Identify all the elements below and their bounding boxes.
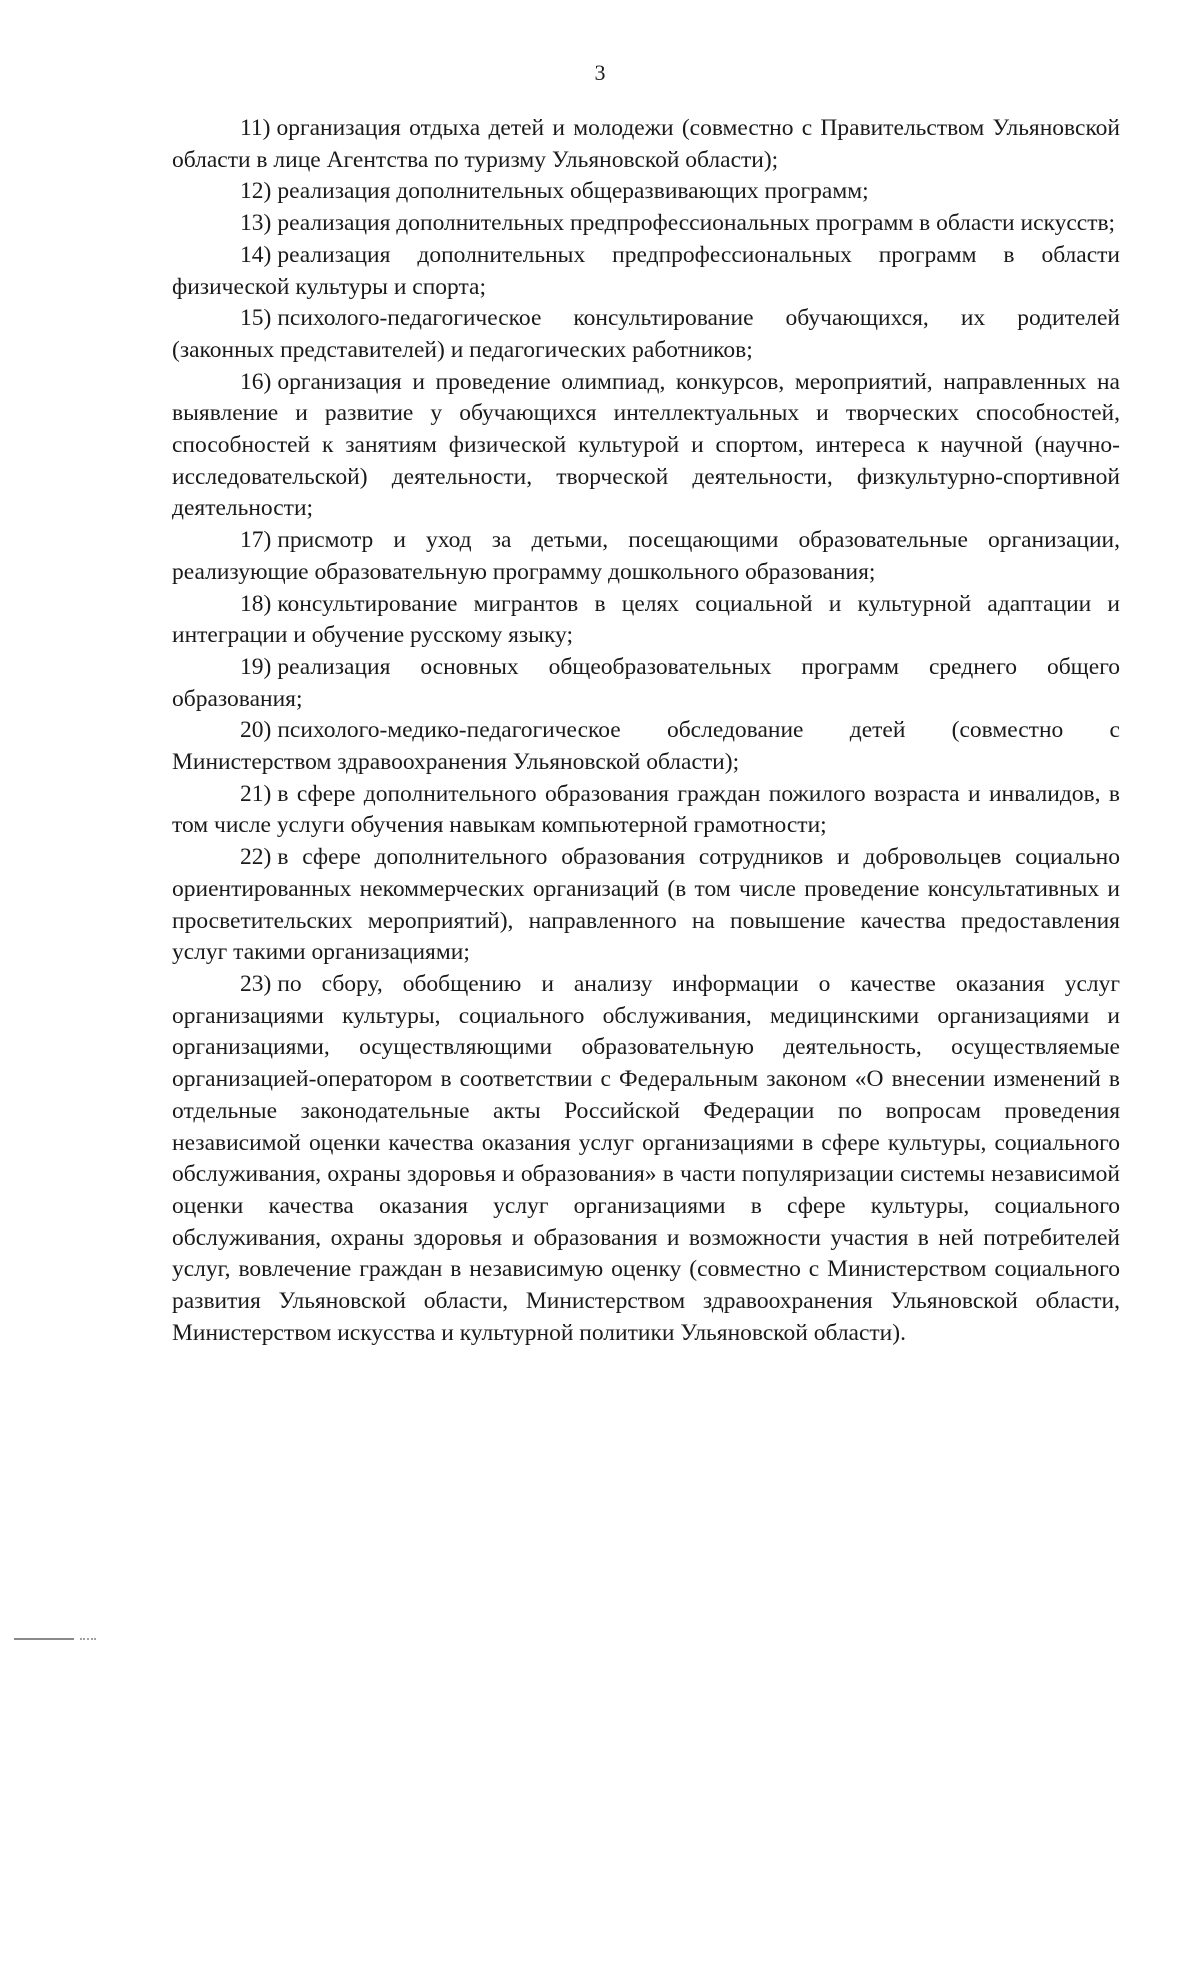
list-item-11 bbox=[172, 113, 1120, 176]
list-item-21 bbox=[172, 779, 1120, 842]
list-item-number: 21) bbox=[240, 780, 272, 807]
scan-artifact-dots bbox=[80, 1638, 96, 1640]
list-item-14 bbox=[172, 240, 1120, 303]
list-item-number: 18) bbox=[240, 590, 272, 617]
list-item-text: в сфере дополнительного образования сотрудников и добровольцев социально ориентированных некоммерческих организаций (в том числе проведение консультативных и просветительских мероприятий), направленного на повышение качества предоставления услуг такими организациями; bbox=[172, 844, 1120, 966]
list-item-17 bbox=[172, 525, 1120, 588]
list-item-number: 12) bbox=[240, 178, 272, 205]
list-item-text: психолого-педагогическое консультирование обучающихся, их родителей (законных представителей) и педагогических работников; bbox=[172, 305, 1120, 363]
list-item-number: 15) bbox=[240, 305, 272, 332]
list-item-text: присмотр и уход за детьми, посещающими образовательные организации, реализующие образовательную программу дошкольного образования; bbox=[172, 527, 1120, 585]
list-item-text: консультирование мигрантов в целях социальной и культурной адаптации и интеграции и обучение русскому языку; bbox=[172, 590, 1120, 649]
list-item-text: организация отдыха детей и молодежи (совместно с Правительством Ульяновской области в лице Агентства по туризму Ульяновской области); bbox=[172, 115, 1120, 173]
list-item-number: 19) bbox=[240, 653, 272, 680]
document-body bbox=[172, 113, 1120, 1349]
list-item-text: организация и проведение олимпиад, конкурсов, мероприятий, направленных на выявление и развитие у обучающихся интеллектуальных и творческих способностей, способностей к занятиям физической культурой и спортом, интереса к научной (научно-исследовательской) деятельности, творческой деятельности, физкультурно-спортивной деятельности; bbox=[172, 368, 1120, 522]
list-item-12 bbox=[172, 176, 1120, 208]
list-item-23 bbox=[172, 969, 1120, 1349]
list-item-text: реализация дополнительных предпрофессиональных программ в области физической культуры и спорта; bbox=[172, 241, 1120, 300]
list-item-20 bbox=[172, 715, 1120, 778]
list-item-text: реализация дополнительных предпрофессиональных программ в области искусств; bbox=[277, 210, 1116, 237]
list-item-22 bbox=[172, 842, 1120, 969]
list-item-15 bbox=[172, 303, 1120, 366]
list-item-19 bbox=[172, 652, 1120, 715]
list-item-text: по сбору, обобщению и анализу информации о качестве оказания услуг организациями культуры, социального обслуживания, медицинскими организациями и организациями, осуществляющими образовательную деятельность, осуществляемые организацией-оператором в соответствии с Федеральным законом «О внесении изменений в отдельные законодательные акты Российской Федерации по вопросам проведения независимой оценки качества оказания услуг организациями в сфере культуры, социального обслуживания, охраны здоровья и образования» в части популяризации системы независимой оценки качества оказания услуг организациями в сфере культуры, социального обслуживания, охраны здоровья и образования и возможности участия в ней потребителей услуг, вовлечение граждан в независимую оценку (совместно с Министерством социального развития Ульяновской области, Министерством здравоохранения Ульяновской области, Министерством искусства и культурной политики Ульяновской области). bbox=[172, 970, 1120, 1346]
list-item-number: 17) bbox=[240, 527, 272, 554]
list-item-number: 14) bbox=[240, 241, 272, 268]
scan-artifact-line bbox=[14, 1638, 74, 1640]
list-item-number: 11) bbox=[240, 115, 271, 141]
list-item-number: 20) bbox=[240, 717, 272, 744]
list-item-16 bbox=[172, 367, 1120, 526]
list-item-number: 13) bbox=[240, 210, 272, 237]
list-item-text: реализация основных общеобразовательных программ среднего общего образования; bbox=[172, 653, 1120, 712]
list-item-text: в сфере дополнительного образования граждан пожилого возраста и инвалидов, в том числе услуги обучения навыкам компьютерной грамотности; bbox=[172, 780, 1120, 839]
list-item-number: 22) bbox=[240, 844, 272, 871]
list-item-13 bbox=[172, 208, 1120, 240]
list-item-18 bbox=[172, 589, 1120, 652]
list-item-text: реализация дополнительных общеразвивающих программ; bbox=[277, 178, 869, 205]
list-item-text: психолого-медико-педагогическое обследование детей (совместно с Министерством здравоохранения Ульяновской области); bbox=[172, 717, 1120, 776]
page-number: 3 bbox=[594, 60, 606, 85]
list-item-number: 16) bbox=[240, 368, 272, 395]
list-item-number: 23) bbox=[240, 970, 272, 997]
